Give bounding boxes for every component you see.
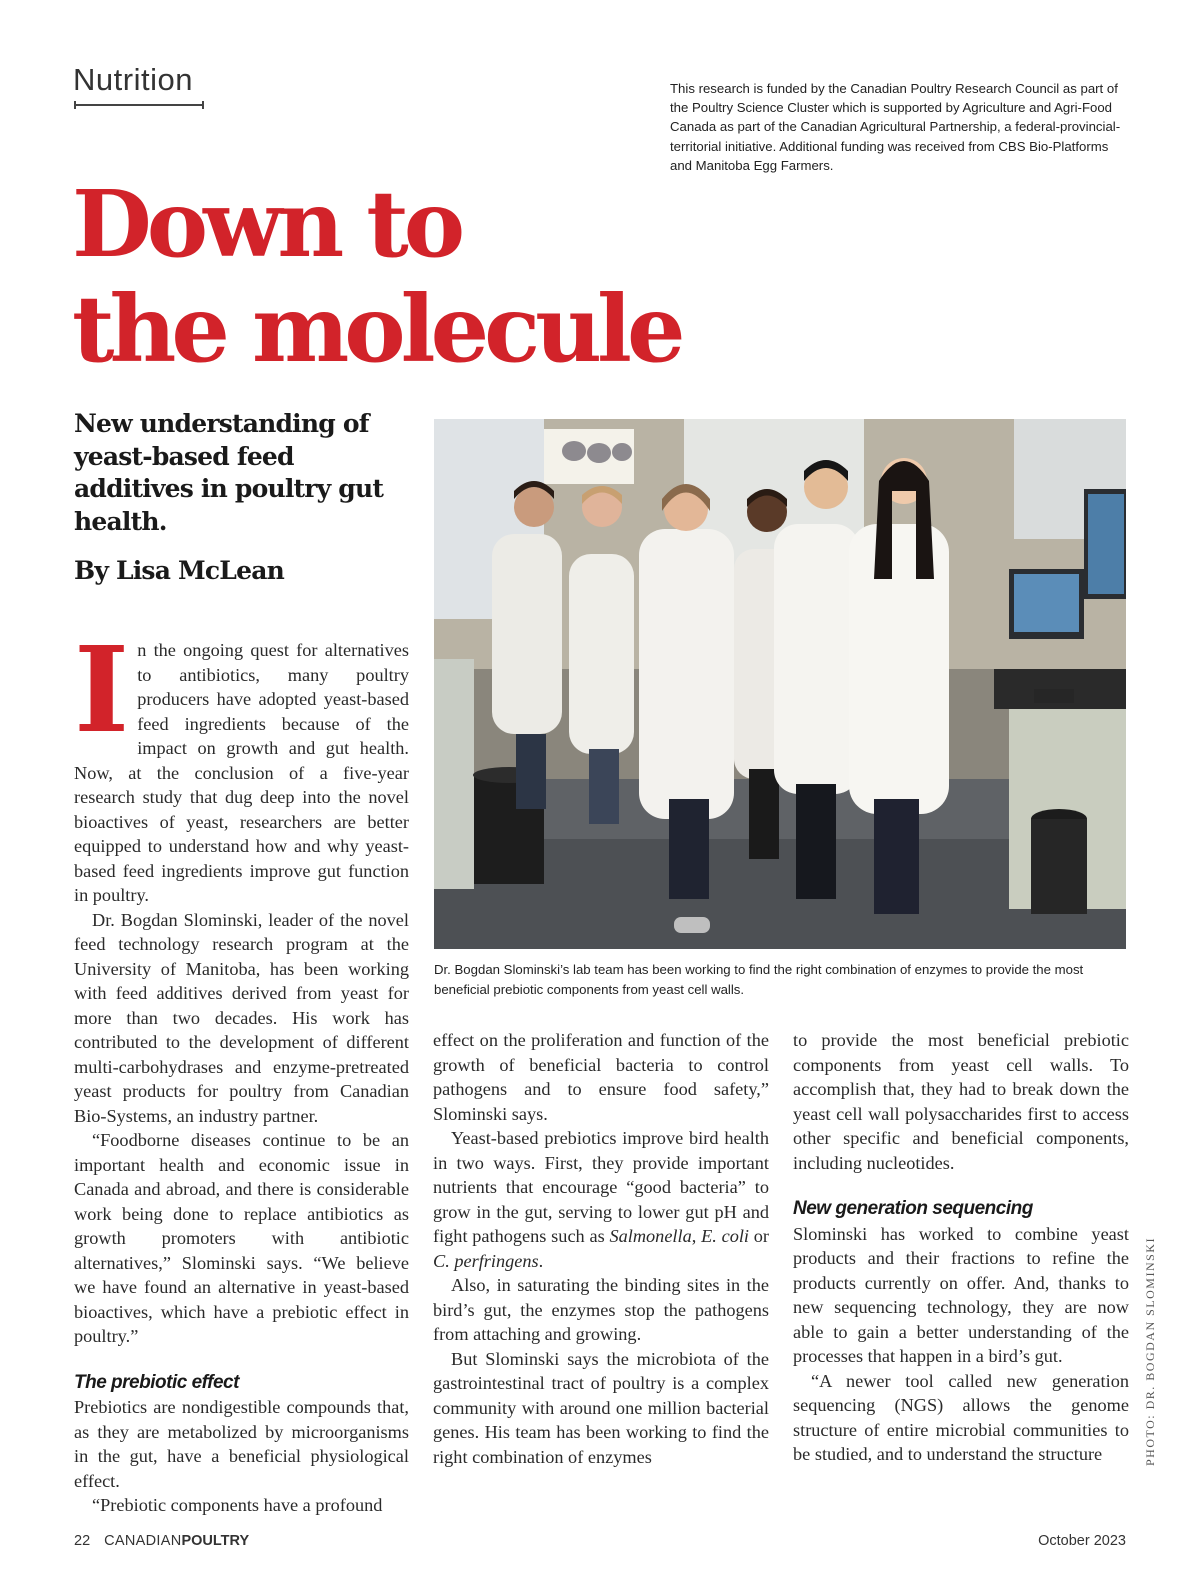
subhead-new-generation-sequencing: New generation sequencing bbox=[793, 1198, 1033, 1219]
body-column-3 bbox=[793, 1028, 1129, 1467]
paragraph-9: Slominski has worked to combine yeast products and their fractions to refine the products currently on offer. And, thanks to new sequencing technology, they are now able to gain a better understanding of the processes that happen in a bird’s gut. bbox=[793, 1223, 1129, 1366]
term-e-coli: E. coli bbox=[701, 1226, 749, 1246]
separator: , bbox=[691, 1226, 702, 1246]
section-rule bbox=[74, 104, 204, 106]
folio bbox=[74, 1533, 249, 1549]
paragraph-10: “A newer tool called new generation sequencing (NGS) allows the genome structure of entire microbial communities to be studied, and to understand the structure bbox=[793, 1370, 1129, 1464]
paragraph-5-continued: effect on the proliferation and function of the growth of beneficial bacteria to control pathogens and to ensure food safety,” Slominski says. bbox=[433, 1030, 769, 1124]
headline bbox=[72, 172, 681, 382]
subhead-prebiotic-effect: The prebiotic effect bbox=[74, 1371, 239, 1393]
separator: . bbox=[538, 1250, 544, 1271]
paragraph-7: Also, in saturating the binding sites in the bird’s gut, the enzymes stop the pathogens from attaching and growing. bbox=[433, 1275, 769, 1344]
paragraph-6 bbox=[433, 1126, 769, 1273]
term-salmonella: Salmonella bbox=[609, 1226, 692, 1246]
paragraph-5: “Prebiotic components have a profound bbox=[92, 1495, 383, 1515]
photo-caption: Dr. Bogdan Slominski’s lab team has been working to find the right combination of enzymes to provide the most beneficial prebiotic components from yeast cell walls. bbox=[434, 962, 1084, 997]
paragraph-4: Prebiotics are nondigestible compounds that, as they are metabolized by microorganisms in the gut, have a beneficial physiological effect. bbox=[74, 1397, 409, 1491]
body-column-2 bbox=[433, 1028, 769, 1469]
paragraph-8: But Slominski says the microbiota of the gastrointestinal tract of poultry is a complex community with around one million bacterial genes. His team has been working to find the right combination of enzymes bbox=[433, 1348, 769, 1467]
magazine-name: CANADIAN bbox=[104, 1533, 182, 1549]
photo-credit: PHOTO: DR. BOGDAN SLOMINSKI bbox=[1143, 1237, 1157, 1466]
headline-line-2: the molecule bbox=[72, 275, 681, 383]
funding-note: This research is funded by the Canadian Poultry Research Council as part of the Poultry Science Cluster which is supported by Agriculture and Agri-Food Canada as part of the Canadian Agricultural Partnership, a federal-provincial-territorial initiative. Additional funding was received from CBS Bio-Platforms and Manitoba Egg Farmers. bbox=[670, 81, 1121, 173]
paragraph-2: Dr. Bogdan Slominski, leader of the novel feed technology research program at the University of Manitoba, has been working with feed additives derived from yeast for more than two decades. His work has contributed to the development of different multi-carbohydrases and enzyme-pretreated yeast products for poultry from Canadian Bio-Systems, an industry partner. bbox=[74, 909, 409, 1126]
page-number: 22 bbox=[74, 1533, 91, 1549]
body-column-1 bbox=[74, 620, 409, 1518]
team-photo-illustration bbox=[434, 419, 1126, 949]
byline: By Lisa McLean bbox=[74, 556, 284, 585]
paragraph-6-text: Yeast-based prebiotics improve bird health in two ways. First, they provide important nutrients that encourage “good bacteria” to grow in the gut, serving to lower gut pH and fight pathogens such as bbox=[433, 1128, 769, 1246]
deck: New understanding of yeast-based feed additives in poultry gut health. bbox=[74, 409, 384, 536]
separator: or bbox=[749, 1226, 769, 1246]
team-photo bbox=[434, 419, 1126, 949]
paragraph-3: “Foodborne diseases continue to be an important health and economic issue in Canada and abroad, and there is considerable work being done to replace antibiotics as growth promoters with antibiotic alternatives,” Slominski says. “We believe we have found an alternative in yeast-based bioactives, which have a prebiotic effect in poultry.” bbox=[74, 1130, 409, 1346]
magazine-name-bold: POULTRY bbox=[181, 1533, 250, 1549]
drop-cap: I bbox=[74, 620, 130, 759]
section-label: Nutrition bbox=[73, 62, 193, 97]
paragraph-1-text: n the ongoing quest for alternatives to antibiotics, many poultry producers have adopted yeast-based feed ingredients because of the impact on growth and gut health. Now, at the conclusion of a five-year research study that dug deep into the novel bioactives of yeast, researchers are better equipped to understand how and why yeast-based feed ingredients improve gut function in poultry. bbox=[74, 640, 409, 905]
headline-line-1: Down to bbox=[72, 170, 461, 278]
paragraph-8-continued: to provide the most beneficial prebiotic components from yeast cell walls. To accomplish that, they had to break down the yeast cell wall polysaccharides first to access other specific and beneficial components, including nucleotides. bbox=[793, 1030, 1129, 1173]
issue-date: October 2023 bbox=[1038, 1533, 1126, 1549]
term-c-perfringens: C. perfringens bbox=[433, 1250, 539, 1271]
paragraph-1 bbox=[74, 620, 409, 908]
